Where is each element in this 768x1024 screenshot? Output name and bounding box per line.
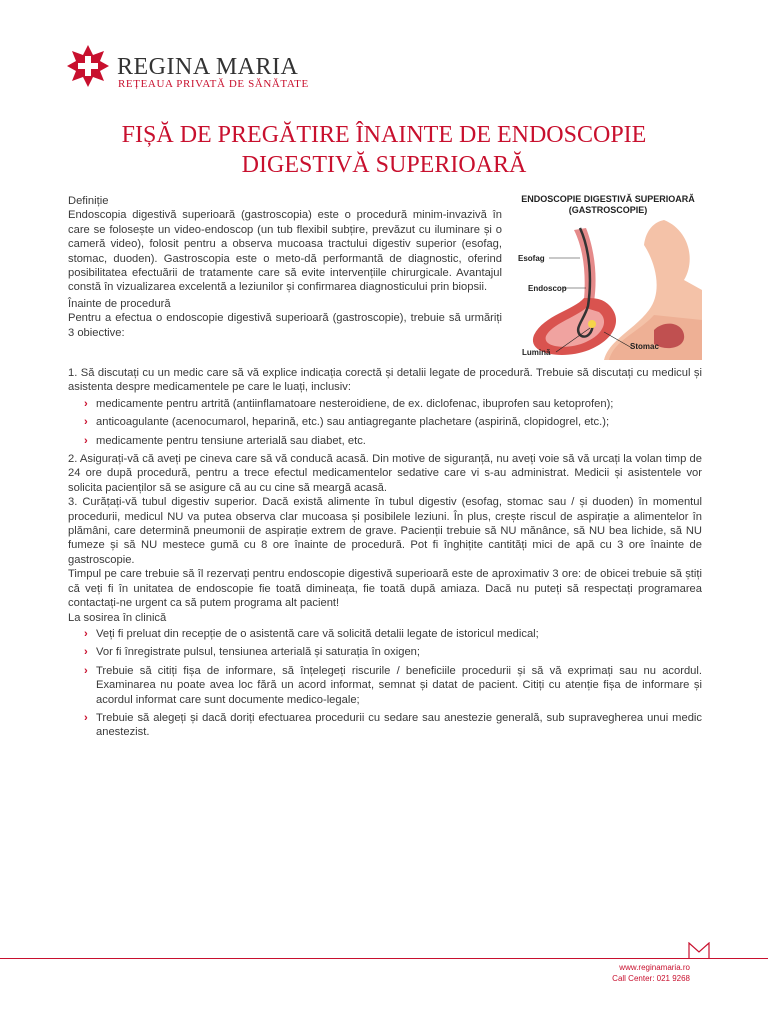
definitie-text: Endoscopia digestivă superioară (gastroscopia) este o procedură minim-invazivă în care se folosește un video-endoscop (un tub flexibil subțire, prevăzut cu iluminare și o cameră video), folosit pentru a observa mucoasa tractului digestiv superior (esofag, stomac, duoden). Gastroscopia este o meto-dă performantă de diagnostic, oferind posibilitatea efectuării de tratamente care să evite intervențiile chirurgicale. Avantajul constă în vizualizarea excelentă a leziunilor și confirmarea diagnosticului prin biopsii. — [68, 209, 502, 294]
list-item — [68, 627, 702, 641]
objective-2: 2. Asigurați-vă că aveți pe cineva care să vă conducă acasă. Din motive de siguranță, nu aveți voie să vă urcați la volan timp de 24 ore după procedură, pentru a trece efectul medicamentelor sedative care vi s-au administrat. Medicii și asistentele vor solicita pacienților să se asigure că au cu cine să meargă acasă. — [68, 453, 702, 494]
inainte-heading: Înainte de procedură — [68, 297, 171, 310]
document-body — [68, 194, 702, 744]
bullet-icon: › — [84, 664, 88, 677]
figure-title-line2: (GASTROSCOPIE) — [568, 205, 648, 215]
figure-title-line1: ENDOSCOPIE DIGESTIVĂ SUPERIOARĂ — [521, 194, 695, 204]
figure-label-stomac: Stomac — [630, 342, 659, 351]
star-cross-logo-icon — [66, 44, 110, 88]
inainte-intro: Pentru a efectua o endoscopie digestivă superioară (gastroscopie), trebuie să urmăriți 3 obiective: — [68, 312, 502, 339]
bullet-icon: › — [84, 416, 88, 429]
bullet-icon: › — [84, 646, 88, 659]
list-item — [68, 434, 702, 448]
list-item — [68, 415, 702, 429]
sosire-heading: La sosirea în clinică — [68, 611, 167, 624]
timp-rezervat: Timpul pe care trebuie să îl rezervați pentru endoscopie digestivă superioară este de aproximativ 3 ore: de obicei trebuie să știți că veți fi în unitatea de endoscopie fie toată dimineața, fie toată după amiaza. Dacă nu puteți să respectați programarea contactați-ne urgent ca să putem programa alt pacient! — [68, 568, 702, 610]
footer-divider — [0, 958, 768, 959]
bullet-icon: › — [84, 434, 88, 447]
sosire-list — [68, 627, 702, 740]
list-item-text: Trebuie să citiți fișa de informare, să înțelegeți riscurile / beneficiile procedurii și să vă exprimați sau nu acordul. Examinarea nu poate avea loc fără un acord informat, semnat și datat de pacient. Citiți cu atenție fișa de informare și acordul informat care sunt documente medico-legale; — [96, 664, 702, 706]
list-item-text: medicamente pentru artrită (antiinflamatoare nesteroidiene, de ex. diclofenac, ibuprofen sau ketoprofen); — [96, 397, 614, 410]
footer-call-center: Call Center: 021 9268 — [612, 974, 690, 983]
figure-title — [514, 194, 702, 216]
gastroscopy-figure — [514, 194, 702, 360]
medication-list — [68, 397, 702, 448]
brand-tagline: REȚEAUA PRIVATĂ DE SĂNĂTATE — [118, 78, 309, 90]
figure-label-esofag: Esofag — [518, 254, 545, 263]
brand-name: REGINA MARIA — [117, 54, 299, 80]
definitie-heading: Definiție — [68, 195, 109, 207]
objective-1: 1. Să discutați cu un medic care să vă explice indicația corectă și detalii legate de procedură. Trebuie să discutați cu medicul și asistenta despre medicamentele pe care le luați, inclusiv: — [68, 367, 702, 394]
list-item-text: Vor fi înregistrate pulsul, tensiunea arterială și saturația în oxigen; — [96, 646, 420, 659]
list-item-text: Veți fi preluat din recepție de o asistentă care vă solicită detalii legate de istoricul medical; — [96, 627, 539, 640]
figure-label-endoscop: Endoscop — [528, 284, 567, 293]
page-title — [0, 120, 768, 180]
footer-website-link[interactable]: www.reginamaria.ro — [619, 963, 690, 972]
bullet-icon: › — [84, 397, 88, 410]
list-item — [68, 645, 702, 659]
brand-m-mark-icon — [688, 942, 710, 959]
figure-label-lumina: Lumină — [522, 348, 551, 357]
bullet-icon: › — [84, 711, 88, 724]
page-title-line1: FIȘĂ DE PREGĂTIRE ÎNAINTE DE ENDOSCOPIE — [121, 122, 647, 148]
bullet-icon: › — [84, 627, 88, 640]
list-item-text: Trebuie să alegeți și dacă doriți efectuarea procedurii cu sedare sau anestezie generală, sub supravegherea unui medic anestezist. — [96, 711, 702, 739]
list-item-text: anticoagulante (acenocumarol, heparină, etc.) sau antiagregante plachetare (aspirină, clopidogrel, etc.); — [96, 416, 610, 429]
page-title-line2: DIGESTIVĂ SUPERIOARĂ — [241, 152, 527, 178]
list-item — [68, 397, 702, 411]
brand-logo — [66, 44, 316, 94]
list-item-text: medicamente pentru tensiune arterială sau diabet, etc. — [96, 434, 366, 447]
list-item — [68, 711, 702, 740]
objective-3: 3. Curățați-vă tubul digestiv superior. Dacă există alimente în tubul digestiv (esofag, stomac sau / și duoden) în momentul procedurii, medicul NU va putea observa clar mucoasa și posibilele leziuni. În plus, crește riscul de aspirație a alimentelor în plămâni, care determină pneumonii de aspirație extrem de grave. Pacienții trebuie să NU mănânce, să NU bea lichide, să NU fumeze și să NU mestece gumă cu 8 ore înainte de procedură. Pot fi înghițite cantități mici de apă cu 3 ore înainte de gastroscopie. — [68, 496, 702, 566]
list-item — [68, 664, 702, 707]
